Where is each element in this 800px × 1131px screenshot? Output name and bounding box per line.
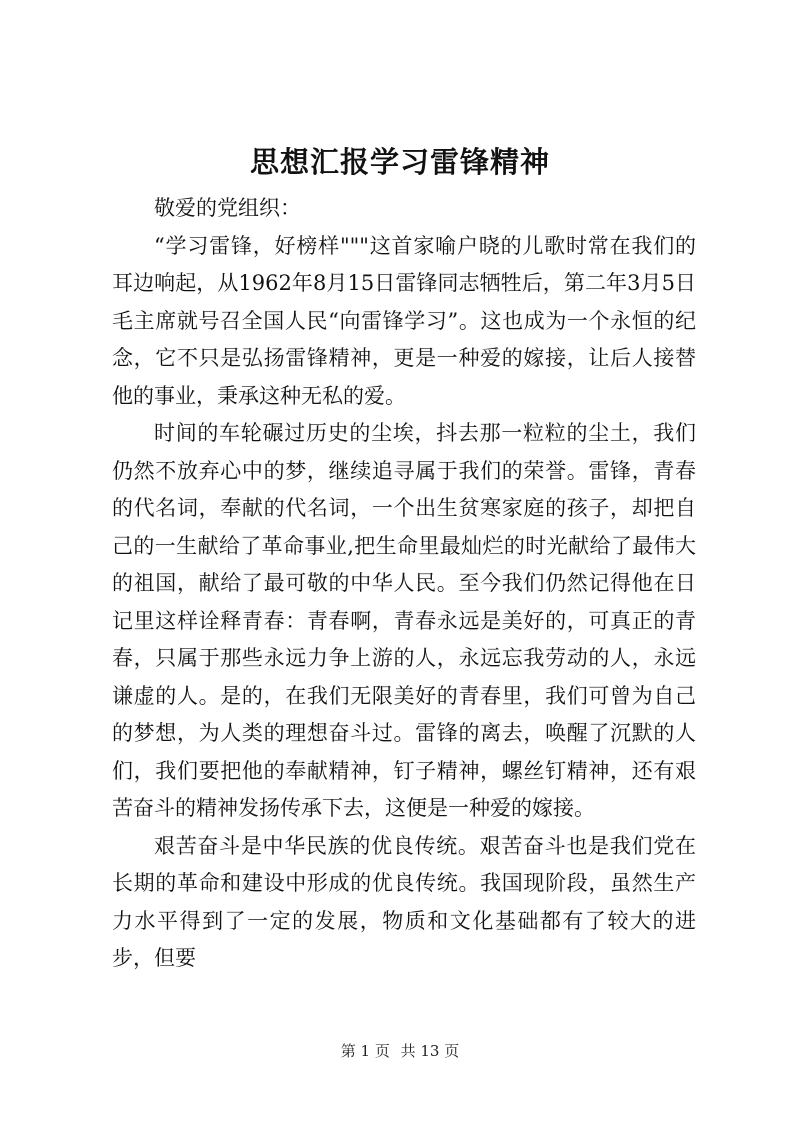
- paragraph-3: 艰苦奋斗是中华民族的优良传统。艰苦奋斗也是我们党在长期的革命和建设中形成的优良传统。我国现阶段，虽然生产力水平得到了一定的发展，物质和文化基础都有了较大的进步，但要: [112, 833, 696, 970]
- document-title: 思想汇报学习雷锋精神: [249, 145, 550, 179]
- paragraph-2: 时间的车轮碾过历史的尘埃，抖去那一粒粒的尘土，我们仍然不放弃心中的梦，继续追寻属于我们的荣誉。雷锋，青春的代名词，奉献的代名词，一个出生贫寒家庭的孩子，却把自己的一生献给了革命事业,把生命里最灿烂的时光献给了最伟大的祖国，献给了最可敬的中华人民。至今我们仍然记得他在日记里这样诠释青春：青春啊，青春永远是美好的，可真正的青春，只属于那些永远力争上游的人，永远忘我劳动的人，永远谦虚的人。是的，在我们无限美好的青春里，我们可曾为自己的梦想，为人类的理想奋斗过。雷锋的离去，唤醒了沉默的人们，我们要把他的奉献精神，钉子精神，螺丝钉精神，还有艰苦奋斗的精神发扬传承下去，这便是一种爱的嫁接。: [112, 421, 696, 820]
- salutation: 敬爱的党组织：: [154, 196, 301, 220]
- page-footer: [0, 1040, 800, 1062]
- paragraph-1: “学习雷锋，好榜样"""这首家喻户晓的儿歌时常在我们的耳边响起，从1962年8月15日雷锋同志牺牲后，第二年3月5日毛主席就号召全国人民“向雷锋学习”。这也成为一个永恒的纪念，它不只是弘扬雷锋精神，更是一种爱的嫁接，让后人接替他的事业，秉承这种无私的爱。: [112, 233, 696, 408]
- document-body: [112, 190, 696, 978]
- page-total: 共 13 页: [400, 1042, 460, 1060]
- page-number: 第 1 页: [340, 1042, 390, 1060]
